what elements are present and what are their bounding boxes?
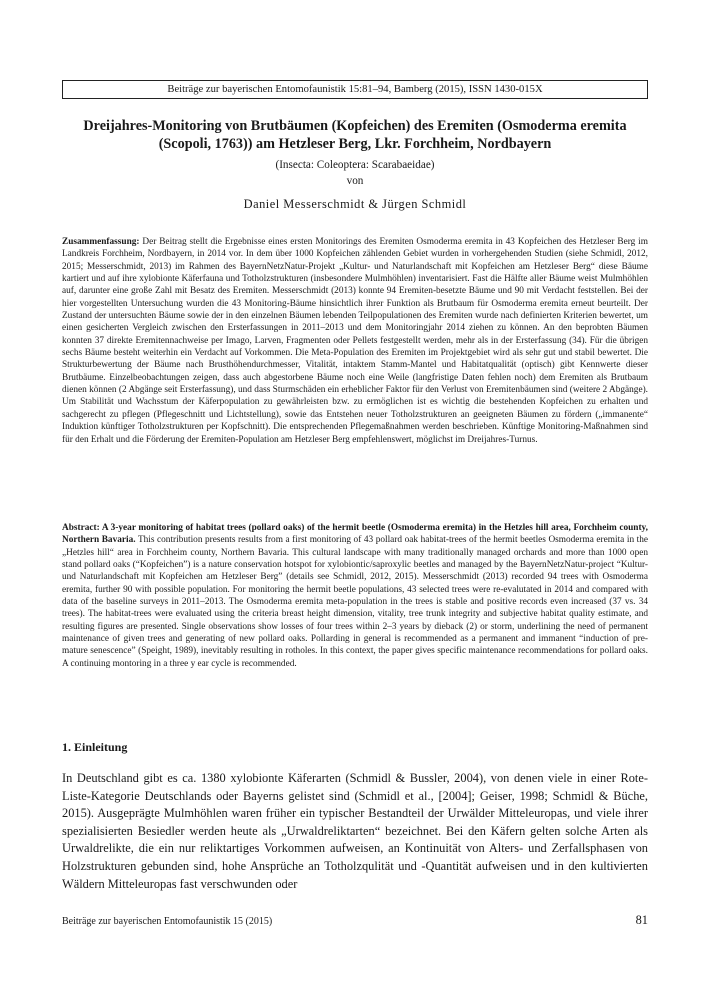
journal-header-box [62,80,648,99]
abstract-english [62,522,648,670]
abstract-english-label: Abstract: A 3-year monitoring of habitat trees (pollard oaks) of the hermit beetle (Osmoderma eremita) in the Hetzles hill area, Forchheim county, Northern Bavaria. [62,523,648,546]
section-body: In Deutschland gibt es ca. 1380 xylobionte Käferarten (Schmidl & Bussler, 2004), von denen viele in einer Rote-Liste-Kategorie Deutschlands oder Bayerns gelistet sind (Schmidl et al., [2004]; Geiser, 1998; Schmidl & Büche, 2015). Ausgeprägte Mulmhöhlen waren früher ein typischer Bestandteil der Urwälder Mitteleuropas, und viele ihrer spezialisierten Besiedler werden heute als „Urwaldreliktarten“ bezeichnet. Bei den Käfern gelten solche Arten als Urwaldrelikte, die ein nur reliktartiges Vorkommen aufweisen, an Kontinuität von Alters- und Zerfallsphasen von Holzstrukturen gebunden sind, hohe Ansprüche an Totholzqulität und -Quantität aufweisen und in den kultivierten Wäldern Mitteleuropas fast verschwunden oder [62,771,648,891]
abstract-german-label: Zusammenfassung: [62,237,140,247]
paper-title: Dreijahres-Monitoring von Brutbäumen (Kopfeichen) des Eremiten (Osmoderma eremita (Scopoli, 1763)) am Hetzleser Berg, Lkr. Forchheim, Nordbayern [83,118,627,152]
by-line: von [346,175,364,187]
journal-citation: Beiträge zur bayerischen Entomofaunistik 15:81–94, Bamberg (2015), ISSN 1430-015X [167,84,543,95]
authors: Daniel Messerschmidt & Jürgen Schmidl [243,197,467,211]
abstract-english-text: This contribution presents results from a first monitoring of 43 pollard oak habitat-trees of the hermit beetles Osmoderma eremita in the „Hetzles hill“ area in Forchheim county, Northern Bavaria. This cultural landscape with many traditionally managed orchards and more than 1000 open stand pollard oaks (“Kopfeichen”) is a nature conservation hotspot for xylobiontic/saproxylic beetles and managed by the BayernNetzNatur-project “Kultur- und Naturlandschaft mit Kopfeichen am Hetzleser Berg” (details see Schmidl, 2012, 2015). Messerschmidt (2013) recorded 94 trees with Osmoderma eremita, further 90 with possible population. For monitoring the hermit beetle populations, 43 selected trees were re-evalutated in 2014 and compared with data of the baseline surveys in 2011–2013. The Osmoderma eremita meta-population in the trees is stable and positive records even increased (37 vs. 34 trees). The habitat-trees were evaluated using the criteria breast height dimension, vitality, tree trunk integrity and subjective habitat quality estimate, and resulting figures are presented. Single observations show losses of four trees within 2–3 years by dieback (2) or storm, underlining the need of permanent maintenance of given trees and generating of new pollard oaks. Pollarding in general is recommended as a permanent and immanent “induction of pre-mature senescence” (Speight, 1989), inevitably resulting in rotholes. In this context, the paper gives specific maintenance recommendations for pollard oaks. A continuing montoring in a three y ear cycle is recommended. [62,535,648,669]
section-heading: 1. Einleitung [62,740,128,754]
abstract-german-text: Der Beitrag stellt die Ergebnisse eines ersten Monitorings des Eremiten Osmoderma eremita in 43 Kopfeichen des Hetzleser Berg im Landkreis Forchheim, Nordbayern, in 2014 vor. In dem über 1000 Kopfeichen zählenden Gebiet wurden in vorhergehenden Studien (siehe Schmidl, 2012, 2015; Messerschmidt, 2013) im Rahmen des BayernNetzNatur-Projekt „Kultur- und Naturlandschaft mit Kopfeichen am Hetzleser Berg“ diese Bäume kartiert und auf ihre xylobionte Käferfauna und Totholzstrukturen (insbesondere Mulmhöhlen) inventarisiert. Fast die Hälfte aller Bäume weist Mulmhöhlen auf, darunter eine große Zahl mit Besatz des Eremiten. Messerschmidt (2013) konnte 94 Eremiten-besetzte Bäume und 90 mit Verdacht feststellen. Bei der hier vorgestellten Untersuchung wurden die 43 Monitoring-Bäume hinsichtlich ihrer Funktion als Brutbaum für Osmoderma eremita erneut beurteilt. Der Zustand der untersuchten Bäume sowie der in den einzelnen Bäumen lebenden Teilpopulationen des Eremiten wurde nach definierten Kriterien bewertet, um einen gesicherten Vergleich zwischen den Ersterfassungen in 2011–2013 und dem Monitoringjahr 2014 ziehen zu können. An den beprobten Bäumen konnten 37 direkte Eremitennachweise per Imago, Larven, Fragmenten oder Pellets festgestellt werden, mehr als in der Ersterfassung (34). Für die übrigen sechs Bäume besteht weiterhin ein Verdacht auf Vorkommen. Die Meta-Population des Eremiten im Projektgebiet wird als sehr gut und stabil bewertet. Die Strukturbewertung der Bäume nach Brusthöhendurchmesser, Vitalität, intaktem Stamm-Mantel und Habitatqualität (optisch) gibt Kennwerte dieser Brutbäume. Einzelbeobachtungen zeigen, dass auch abgestorbene Bäume noch eine Weile (langfristige Daten fehlen noch) dem Eremiten als Brutbaum dienen können (2 Abgänge seit Ersterfassung), und dass Sturmschäden ein erheblicher Faktor für den Verlust von Eremitenbäumen sind (weitere 2 Abgänge). Um Stabilität und Wachsstum der Käferpopulation zu gewährleisten bzw. zu ermöglichen ist es wichtig die bestehenden Kopfeichen zu erhalten und sachgerecht zu pflegen (Pflegeschnitt und Lichtstellung), sowie das Entstehen neuer Totholzstrukturen an geeigneten Bäumen zu fördern („immanente“ Induktion künftiger Totholzstrukturen per Kopfschnitt). Die entsprechenden Pflegemaßnahmen werden beschrieben. Künftige Monitoring-Maßnahmen sind für den Erhalt und die Förderung der Eremiten-Population am Hetzleser Berg empfehlenswert, möglichst im Dreijahres-Turnus. [62,237,648,445]
paper-subtitle: (Insecta: Coleoptera: Scarabaeidae) [275,159,435,171]
abstract-german [62,236,648,446]
footer-journal: Beiträge zur bayerischen Entomofaunistik 15 (2015) [62,916,273,927]
page-number: 81 [635,913,648,927]
